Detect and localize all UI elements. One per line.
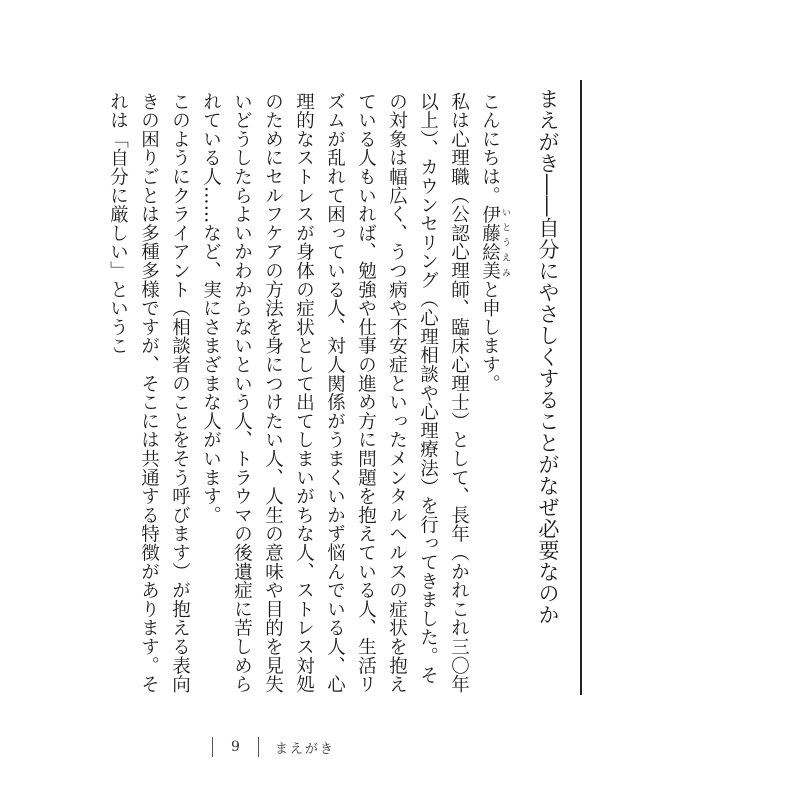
- body-text: [107, 92, 510, 702]
- running-header: まえがき: [274, 741, 335, 757]
- page-footer: [212, 736, 335, 758]
- paragraph: 私は心理職（公認心理師、臨床心理士）として、長年（かれこれ三〇年以上）、カウンセリング（心理相談や心理療法）を行ってきました。その対象は幅広く、うつ病や不安症といったメンタルヘルスの症状を抱えている人もいれば、勉強や仕事の進め方に問題を抱えている人、生活リズムが乱れて困っている人、対人関係がうまくいかず悩んでいる人、心理的なストレスが身体の症状として出てしまいがちな人、ストレス対処のためにセルフケアの方法を身につけたい人、人生の意味や目的を見失いどうしたらよいかわからないという人、トラウマの後遺症に苦しめられている人……など、実にさまざまな人がいます。: [200, 92, 470, 694]
- author-name: 伊藤絵美 いとうえみ: [479, 204, 510, 281]
- ruby-reading: いとうえみ: [500, 204, 510, 280]
- paragraph: こんにちは。伊藤絵美 いとうえみと申します。: [479, 92, 510, 393]
- paragraph: このようにクライアント（相談者のことをそう呼びます）が抱える表向きの困りごとは多種多様ですが、そこには共通する特徴があります。それは「自分に厳しい」というこ: [107, 92, 191, 694]
- footer-divider: [212, 737, 213, 757]
- page-number: 9: [231, 739, 240, 755]
- heading-rule: [580, 80, 582, 695]
- footer-divider: [258, 737, 259, 757]
- chapter-heading: まえがき――自分にやさしくすることがなぜ必要なのか: [536, 88, 560, 626]
